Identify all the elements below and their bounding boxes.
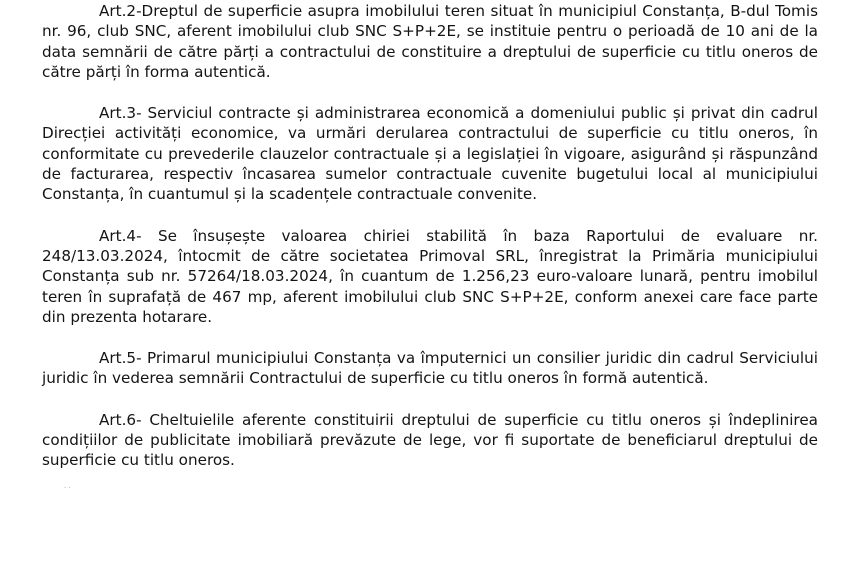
article-6	[42, 410, 818, 471]
article-6-text: Art.6- Cheltuielile aferente constituirii dreptului de superficie cu titlu oneros și îndeplinirea condițiilor de publicitate imobiliară prevăzute de lege, vor fi suportate de beneficiarul dreptului de superficie cu titlu oneros.	[42, 410, 818, 470]
article-3	[42, 103, 818, 204]
article-2	[42, 1, 818, 82]
article-4-text: Art.4- Se însușește valoarea chiriei stabilită în baza Raportului de evaluare nr. 248/13.03.2024, întocmit de către societatea Primoval SRL, înregistrat la Primăria municipiului Constanța sub nr. 57264/18.03.2024, în cuantum de 1.256,23 euro-valoare lunară, pentru imobilul teren în suprafață de 467 mp, aferent imobilului club SNC S+P+2E, conform anexei care face parte din prezenta hotarare.	[42, 226, 818, 326]
scan-speck-decoration: · ·	[64, 484, 71, 492]
article-5-text: Art.5- Primarul municipiului Constanța va împuternici un consilier juridic din cadrul Serviciului juridic în vederea semnării Contractului de superficie cu titlu oneros în formă autentică.	[42, 349, 818, 388]
document-page	[42, 0, 818, 492]
article-3-text: Art.3- Serviciul contracte și administrarea economică a domeniului public și privat din cadrul Direcției activități economice, va urmări derularea contractului de superficie cu titlu oneros, în conformitate cu prevederile clauzelor contractuale și a legislației în vigoare, asigurând și răspunzând de facturarea, respectiv încasarea sumelor contractuale cuvenite bugetului local al municipiului Constanța, în cuantumul și la scadențele contractuale convenite.	[42, 104, 818, 204]
article-5	[42, 348, 818, 389]
article-4	[42, 226, 818, 327]
article-2-text: Art.2-Dreptul de superficie asupra imobilului teren situat în municipiul Constanța, B-dul Tomis nr. 96, club SNC, aferent imobilului club SNC S+P+2E, se instituie pentru o perioadă de 10 ani de la data semnării de către părți a contractului de constituire a dreptului de superficie cu titlu oneros de către părți în forma autentică.	[42, 2, 818, 81]
